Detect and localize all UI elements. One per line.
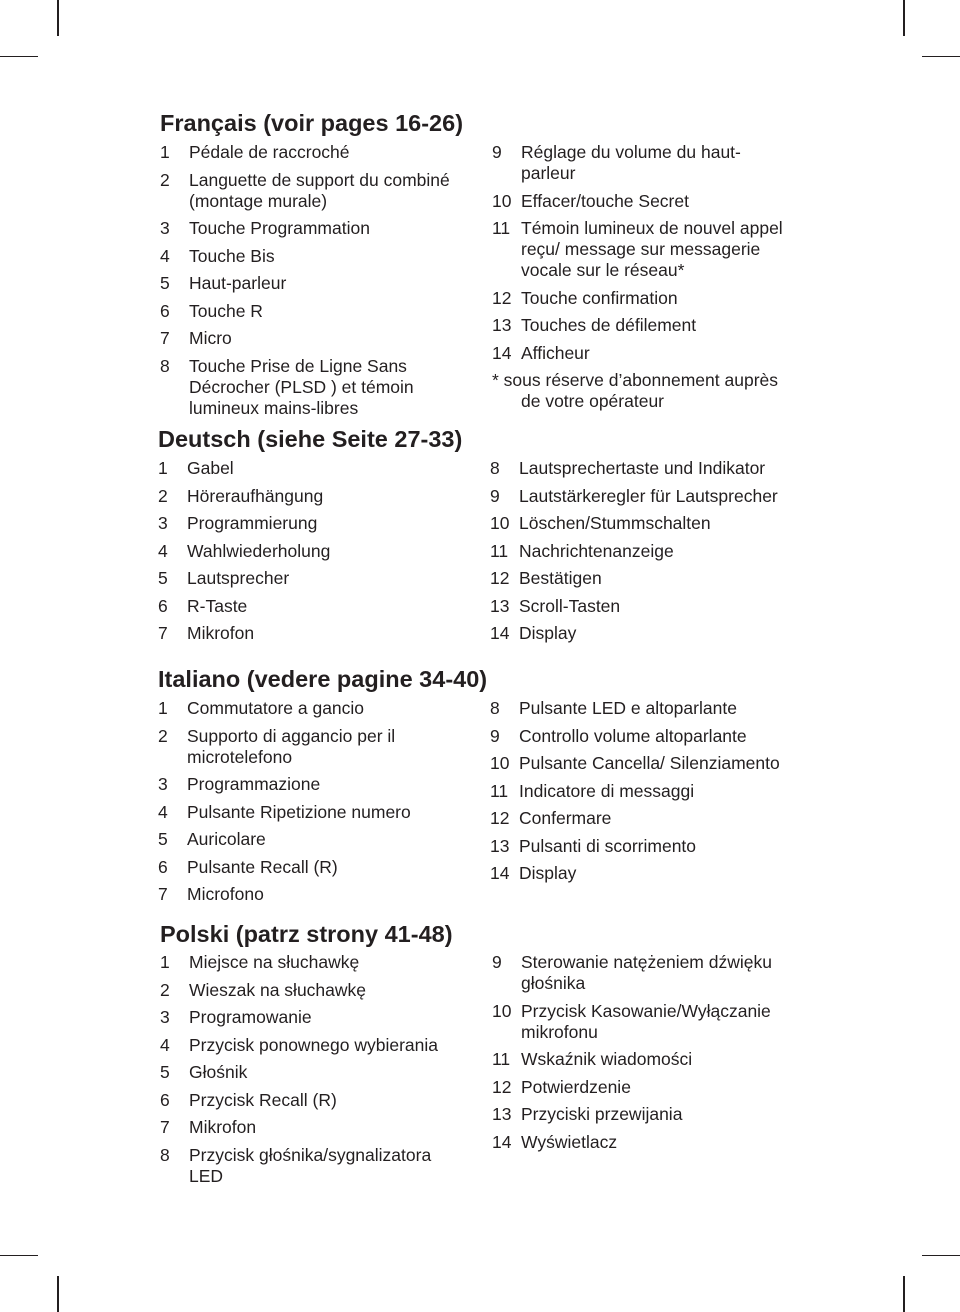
section-title-french: Français (voir pages 16-26) xyxy=(160,110,464,136)
list-item: 12 Potwierdzenie xyxy=(492,1076,631,1097)
list-item: 7 Microfono xyxy=(158,884,264,904)
list-item: 13 Scroll-Tasten xyxy=(490,595,621,616)
german-list-right xyxy=(490,458,778,651)
crop-mark-bottom-right-vertical xyxy=(903,1276,905,1312)
section-title-italian: Italiano (vedere pagine 34-40) xyxy=(158,666,488,692)
list-item: 7 Micro xyxy=(160,328,232,348)
list-item: 14 Display xyxy=(490,863,577,883)
list-item: 7 Mikrofon xyxy=(158,623,255,643)
footnote: * sous réserve d’abonnement auprès de votre opérateur xyxy=(492,370,779,411)
german-list-left xyxy=(158,458,330,651)
crop-mark-top-right-horizontal xyxy=(922,56,960,57)
list-item: 1 Gabel xyxy=(158,458,234,478)
list-item: 4 Pulsante Ripetizione numero xyxy=(158,801,411,822)
list-item: 6 Przycisk Recall (R) xyxy=(160,1089,337,1110)
list-item: 1 Pédale de raccroché xyxy=(160,142,350,162)
list-item: 5 Haut-parleur xyxy=(160,273,287,293)
list-item: 3 Programowanie xyxy=(160,1007,312,1027)
polish-list-left xyxy=(160,952,438,1193)
list-item: 4 Przycisk ponownego wybierania xyxy=(160,1034,439,1055)
list-item: 14 Afficheur xyxy=(492,342,590,363)
list-item: 11 Wskaźnik wiadomości xyxy=(492,1049,693,1069)
crop-mark-bottom-left-vertical xyxy=(57,1276,59,1312)
crop-mark-top-right-vertical xyxy=(903,0,905,36)
list-item: 2 Höreraufhängung xyxy=(158,485,324,506)
italian-list-right xyxy=(490,698,780,891)
french-list-right xyxy=(492,142,783,412)
list-item: 10 Effacer/touche Secret xyxy=(492,190,689,211)
list-item: 10 Löschen/Stummschalten xyxy=(490,513,711,533)
list-item: 3 Programmazione xyxy=(158,774,321,794)
section-title-german: Deutsch (siehe Seite 27-33) xyxy=(158,426,463,452)
list-item: 9 Lautstärkeregler für Lautsprecher xyxy=(490,485,778,506)
list-item: 4 Wahlwiederholung xyxy=(158,540,331,561)
list-item: 12 Bestätigen xyxy=(490,568,602,588)
list-item: 8 Przycisk głośnika/sygnalizatora LED xyxy=(160,1144,432,1186)
list-item: 6 R-Taste xyxy=(158,595,248,616)
crop-mark-top-left-vertical xyxy=(57,0,59,36)
list-item: 12 Confermare xyxy=(490,808,612,828)
list-item: 9 Sterowanie natężeniem dźwięku głośnika xyxy=(492,952,772,993)
list-item: 1 Miejsce na słuchawkę xyxy=(160,952,360,972)
crop-mark-bottom-left-horizontal xyxy=(0,1255,38,1256)
list-item: 5 Auricolare xyxy=(158,829,266,849)
list-item: 10 Przycisk Kasowanie/Wyłączanie mikrofonu xyxy=(492,1000,771,1042)
list-item: 14 Display xyxy=(490,623,577,643)
list-item: 12 Touche confirmation xyxy=(492,287,678,308)
list-item: 13 Pulsanti di scorrimento xyxy=(490,835,697,856)
list-item: 11 Témoin lumineux de nouvel appel reçu/ message sur messagerie vocale sur le réseau* xyxy=(492,218,783,280)
list-item: 10 Pulsante Cancella/ Silenziamento xyxy=(490,753,780,773)
italian-list-left xyxy=(158,698,411,912)
list-item: 11 Nachrichtenanzeige xyxy=(490,540,674,561)
list-item: 6 Pulsante Recall (R) xyxy=(158,856,338,877)
polish-list-right xyxy=(492,952,772,1159)
list-item: 9 Controllo volume altoparlante xyxy=(490,725,747,746)
list-item: 1 Commutatore a gancio xyxy=(158,698,365,718)
list-item: 3 Touche Programmation xyxy=(160,218,370,238)
section-title-polish: Polski (patrz strony 41-48) xyxy=(160,921,453,947)
list-item: 8 Pulsante LED e altoparlante xyxy=(490,698,737,718)
list-item: 13 Przyciski przewijania xyxy=(492,1104,683,1124)
list-item: 3 Programmierung xyxy=(158,513,318,533)
list-item: 5 Lautsprecher xyxy=(158,568,290,588)
french-list-left xyxy=(160,142,450,425)
list-item: 2 Wieszak na słuchawkę xyxy=(160,979,367,1000)
crop-mark-top-left-horizontal xyxy=(0,56,38,57)
list-item: 7 Mikrofon xyxy=(160,1117,257,1137)
list-item: 13 Touches de défilement xyxy=(492,315,697,335)
list-item: 9 Réglage du volume du haut- parleur xyxy=(492,142,741,183)
list-item: 8 Lautsprechertaste und Indikator xyxy=(490,458,766,478)
list-item: 14 Wyświetlacz xyxy=(492,1131,618,1152)
crop-mark-bottom-right-horizontal xyxy=(922,1255,960,1256)
list-item: 4 Touche Bis xyxy=(160,245,275,266)
list-item: 2 Supporto di aggancio per il microtelefono xyxy=(158,725,396,767)
list-item: 8 Touche Prise de Ligne Sans Décrocher (PLSD ) et témoin lumineux mains-libres xyxy=(160,355,414,418)
list-item: 5 Głośnik xyxy=(160,1062,248,1082)
list-item: 11 Indicatore di messaggi xyxy=(490,780,695,801)
list-item: 2 Languette de support du combiné (montage murale) xyxy=(160,169,450,211)
list-item: 6 Touche R xyxy=(160,300,263,321)
